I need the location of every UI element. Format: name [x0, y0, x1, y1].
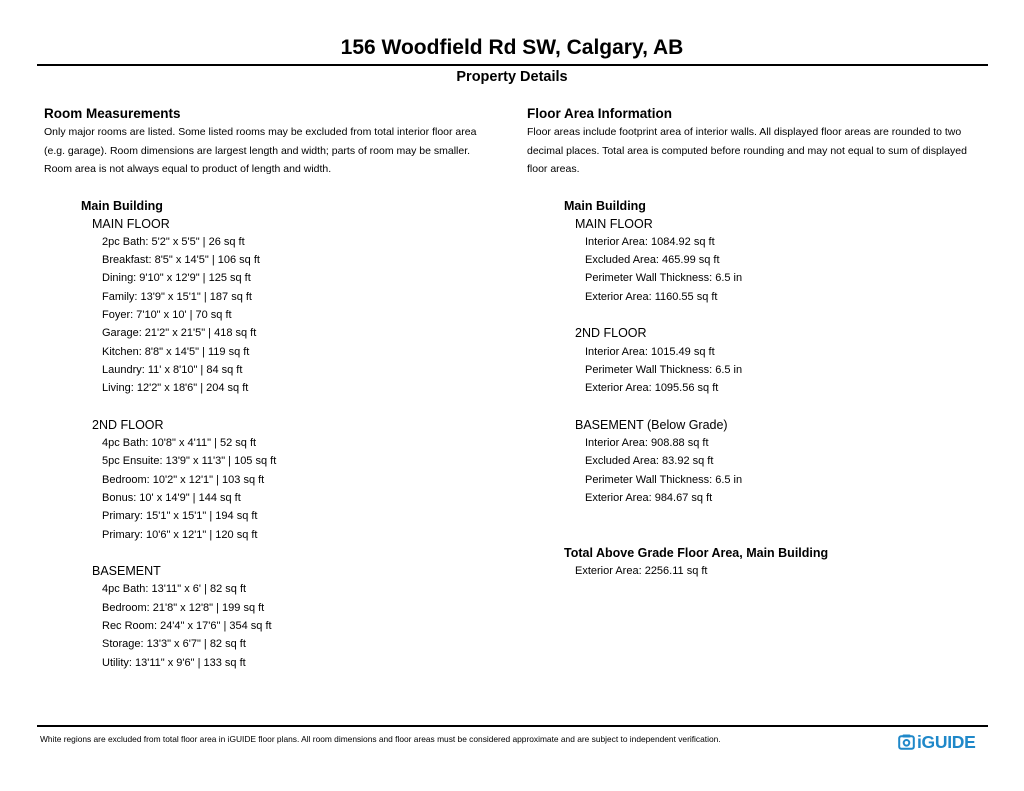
area-item: Perimeter Wall Thickness: 6.5 in — [585, 272, 743, 285]
room-item: Bedroom: 10'2" x 12'1" | 103 sq ft — [102, 473, 265, 486]
room-item: Primary: 10'6" x 12'1" | 120 sq ft — [102, 528, 258, 541]
bottom-divider — [37, 725, 988, 727]
page-title: 156 Woodfield Rd SW, Calgary, AB — [340, 36, 684, 59]
building-heading: Main Building — [564, 198, 646, 213]
floor-area-section — [527, 105, 997, 580]
room-item: Primary: 15'1" x 15'1" | 194 sq ft — [102, 510, 258, 523]
area-item: Perimeter Wall Thickness: 6.5 in — [585, 473, 743, 486]
room-item: Living: 12'2" x 18'6" | 204 sq ft — [102, 382, 249, 395]
page-subtitle: Property Details — [456, 69, 568, 85]
room-item: Rec Room: 24'4" x 17'6" | 354 sq ft — [102, 620, 272, 633]
room-measurements-heading: Room Measurements — [44, 106, 181, 121]
total-area-value: Exterior Area: 2256.11 sq ft — [575, 564, 708, 577]
description-line: Floor areas include footprint area of interior walls. All displayed floor areas are rounded to two — [527, 126, 962, 138]
area-item: Interior Area: 908.88 sq ft — [585, 437, 709, 450]
iguide-logo — [898, 732, 976, 752]
room-measurements-description — [44, 123, 504, 179]
floor-heading-2nd: 2ND FLOOR — [575, 326, 647, 341]
room-item: Utility: 13'11" x 9'6" | 133 sq ft — [102, 656, 246, 669]
room-item: 5pc Ensuite: 13'9" x 11'3" | 105 sq ft — [102, 455, 277, 468]
area-item: Exterior Area: 1095.56 sq ft — [585, 382, 719, 395]
floor-area-heading: Floor Area Information — [527, 106, 673, 121]
area-item: Excluded Area: 83.92 sq ft — [585, 455, 714, 468]
area-item: Perimeter Wall Thickness: 6.5 in — [585, 363, 743, 376]
room-item: Dining: 9'10" x 12'9" | 125 sq ft — [102, 272, 251, 285]
floor-heading-2nd: 2ND FLOOR — [92, 417, 164, 432]
area-item: Exterior Area: 1160.55 sq ft — [585, 290, 718, 303]
room-item: Bedroom: 21'8" x 12'8" | 199 sq ft — [102, 601, 265, 614]
floor-area-description — [527, 123, 997, 179]
top-divider — [37, 64, 988, 66]
room-item: Breakfast: 8'5" x 14'5" | 106 sq ft — [102, 254, 260, 267]
building-heading: Main Building — [81, 198, 163, 213]
room-item: 4pc Bath: 13'11" x 6' | 82 sq ft — [102, 583, 247, 596]
iguide-camera-icon — [898, 734, 915, 750]
area-item: Interior Area: 1015.49 sq ft — [585, 345, 715, 358]
floor-heading-basement: BASEMENT — [92, 564, 161, 579]
room-item: Garage: 21'2" x 21'5" | 418 sq ft — [102, 327, 257, 340]
area-item: Exterior Area: 984.67 sq ft — [585, 491, 713, 504]
floor-heading-main: MAIN FLOOR — [575, 216, 653, 231]
area-item: Excluded Area: 465.99 sq ft — [585, 254, 720, 267]
description-line: Room area is not always equal to product of length and width. — [44, 163, 332, 175]
room-item: Foyer: 7'10" x 10' | 70 sq ft — [102, 308, 232, 321]
room-measurements-section — [44, 105, 504, 672]
room-item: 2pc Bath: 5'2" x 5'5" | 26 sq ft — [102, 235, 245, 248]
room-item: Family: 13'9" x 15'1" | 187 sq ft — [102, 290, 252, 303]
room-item: Laundry: 11' x 8'10" | 84 sq ft — [102, 363, 243, 376]
total-area-heading: Total Above Grade Floor Area, Main Building — [564, 545, 829, 560]
room-item: Storage: 13'3" x 6'7" | 82 sq ft — [102, 638, 246, 651]
footer-disclaimer: White regions are excluded from total floor area in iGUIDE floor plans. All room dimensions and floor areas must be considered approximate and are subject to independent verification. — [40, 734, 721, 744]
room-item: Bonus: 10' x 14'9" | 144 sq ft — [102, 491, 241, 504]
floor-heading-basement: BASEMENT (Below Grade) — [575, 417, 728, 432]
logo-text: iGUIDE — [917, 732, 976, 752]
room-item: 4pc Bath: 10'8" x 4'11" | 52 sq ft — [102, 437, 257, 450]
room-item: Kitchen: 8'8" x 14'5" | 119 sq ft — [102, 345, 250, 358]
floor-heading-main: MAIN FLOOR — [92, 216, 170, 231]
description-line: Only major rooms are listed. Some listed rooms may be excluded from total interior floor area — [44, 126, 477, 138]
description-line: decimal places. Total area is computed before rounding and may not equal to sum of displayed — [527, 144, 967, 157]
description-line: floor areas. — [527, 163, 580, 175]
area-item: Interior Area: 1084.92 sq ft — [585, 235, 715, 248]
description-line: (e.g. garage). Room dimensions are largest length and width; parts of room may be smaller. — [44, 144, 471, 157]
